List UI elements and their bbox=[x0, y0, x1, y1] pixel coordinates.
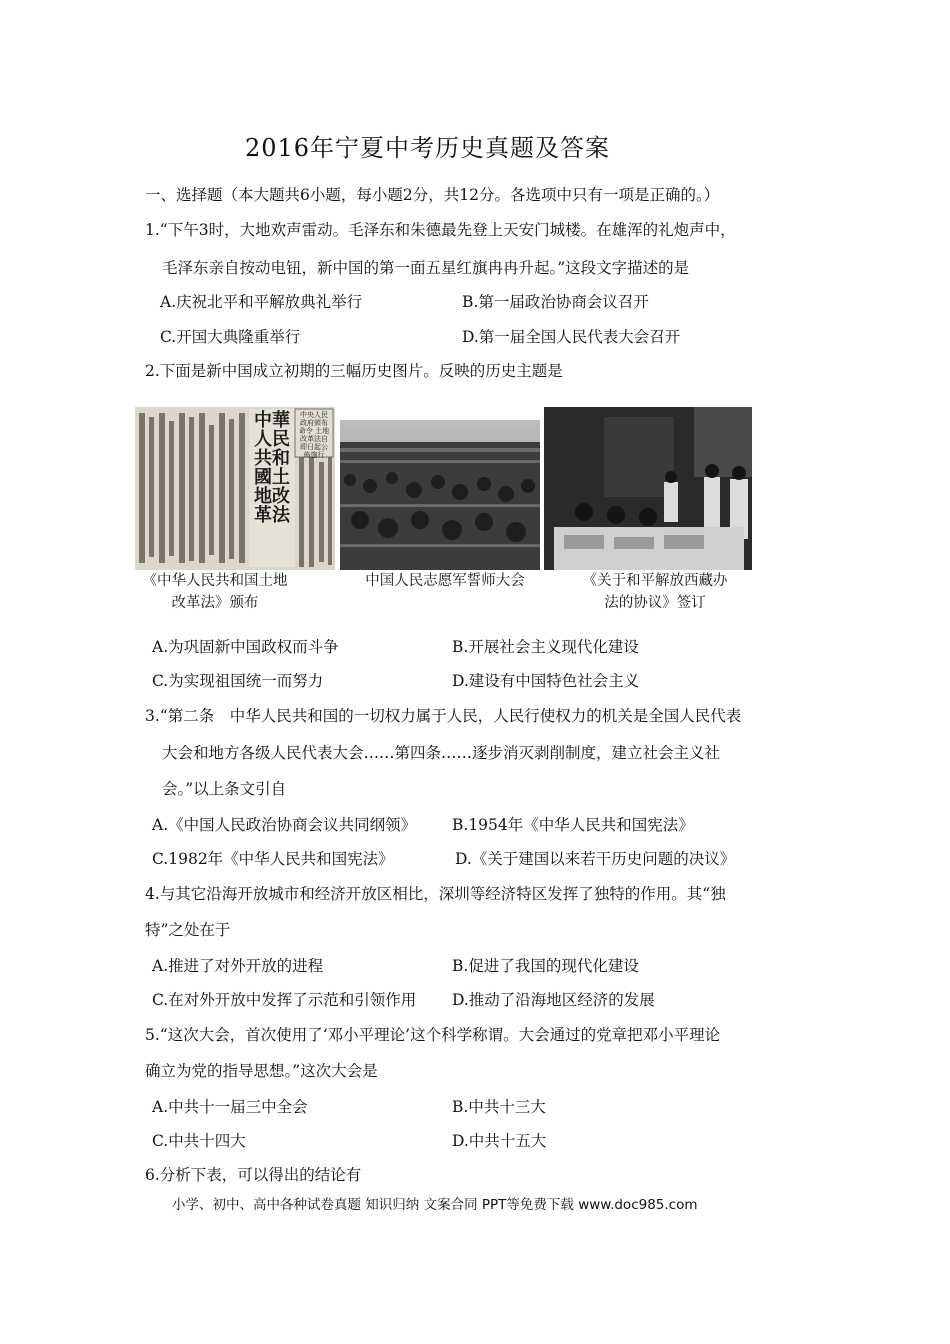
q1-option-a: A.庆祝北平和平解放典礼举行 bbox=[160, 293, 363, 311]
q4-stem-line2: 特”之处在于 bbox=[145, 921, 231, 939]
q3-stem-line3: 会。”以上条文引自 bbox=[162, 780, 287, 798]
q2-stem: 2.下面是新中国成立初期的三幅历史图片。反映的历史主题是 bbox=[145, 362, 563, 380]
q4-option-c: C.在对外开放中发挥了示范和引领作用 bbox=[152, 991, 417, 1009]
footer-ad[interactable]: 小学、初中、高中各种试卷真题 知识归纳 文案合同 PPT等免费下载 www.doc985.com bbox=[172, 1197, 698, 1213]
q2-option-a: A.为巩固新中国政权而斗争 bbox=[152, 638, 339, 656]
q3-option-a: A.《中国人民政治协商会议共同纲领》 bbox=[152, 816, 417, 834]
q5-option-b: B.中共十三大 bbox=[452, 1098, 546, 1116]
q2-option-c: C.为实现祖国统一而努力 bbox=[152, 672, 324, 690]
q3-option-b: B.1954年《中华人民共和国宪法》 bbox=[452, 816, 694, 834]
q3-option-c: C.1982年《中华人民共和国宪法》 bbox=[152, 850, 394, 868]
q5-option-a: A.中共十一届三中全会 bbox=[152, 1098, 308, 1116]
q4-option-b: B.促进了我国的现代化建设 bbox=[452, 957, 639, 975]
q1-option-d: D.第一届全国人民代表大会召开 bbox=[462, 328, 681, 346]
page-title: 2016年宁夏中考历史真题及答案 bbox=[244, 134, 611, 162]
q6-stem: 6.分析下表，可以得出的结论有 bbox=[145, 1166, 362, 1184]
q5-stem-line2: 确立为党的指导思想。”这次大会是 bbox=[145, 1062, 378, 1080]
q4-stem-line1: 4.与其它沿海开放城市和经济开放区相比，深圳等经济特区发挥了独特的作用。其“独 bbox=[145, 885, 726, 903]
land-reform-law-newspaper-image bbox=[135, 407, 335, 570]
q2-option-b: B.开展社会主义现代化建设 bbox=[452, 638, 639, 656]
q5-option-d: D.中共十五大 bbox=[452, 1132, 547, 1150]
q1-stem-line1: 1.“下午3时，大地欢声雷动。毛泽东和朱德最先登上天安门城楼。在雄浑的礼炮声中， bbox=[145, 221, 736, 239]
q4-option-a: A.推进了对外开放的进程 bbox=[152, 957, 324, 975]
q3-option-d: D.《关于建国以来若干历史问题的决议》 bbox=[455, 850, 736, 868]
newspaper-side-notice: 中央人民政府頒布命令 土地改革法自即日起公佈施行 bbox=[298, 411, 330, 459]
newspaper-headline: 中華人民共和國土地改革法 bbox=[254, 410, 290, 526]
caption-volunteer-army-rally: 中国人民志愿军誓师大会 bbox=[365, 573, 525, 589]
tibet-agreement-signing-image bbox=[544, 407, 752, 570]
caption-land-reform-law: 《中华人民共和国土地改革法》颁布 bbox=[142, 573, 288, 611]
q3-stem-line1: 3.“第二条 中华人民共和国的一切权力属于人民，人民行使权力的机关是全国人民代表 bbox=[145, 707, 742, 725]
q1-option-b: B.第一届政治协商会议召开 bbox=[462, 293, 649, 311]
q3-stem-line2: 大会和地方各级人民代表大会……第四条……逐步消灭剥削制度，建立社会主义社 bbox=[162, 744, 721, 762]
q4-option-d: D.推动了沿海地区经济的发展 bbox=[452, 991, 655, 1009]
q1-stem-line2: 毛泽东亲自按动电钮，新中国的第一面五星红旗冉冉升起。”这段文字描述的是 bbox=[162, 259, 690, 277]
q1-option-c: C.开国大典隆重举行 bbox=[160, 328, 301, 346]
q5-stem-line1: 5.“这次大会，首次使用了‘邓小平理论’这个科学称谓。大会通过的党章把邓小平理论 bbox=[145, 1026, 721, 1044]
section-header: 一、选择题（本大题共6小题，每小题2分，共12分。各选项中只有一项是正确的。） bbox=[145, 186, 720, 204]
caption-tibet-agreement: 《关于和平解放西藏办法的协议》签订 bbox=[582, 573, 728, 611]
q5-option-c: C.中共十四大 bbox=[152, 1132, 246, 1150]
volunteer-army-rally-image bbox=[340, 420, 540, 570]
q2-option-d: D.建设有中国特色社会主义 bbox=[452, 672, 640, 690]
